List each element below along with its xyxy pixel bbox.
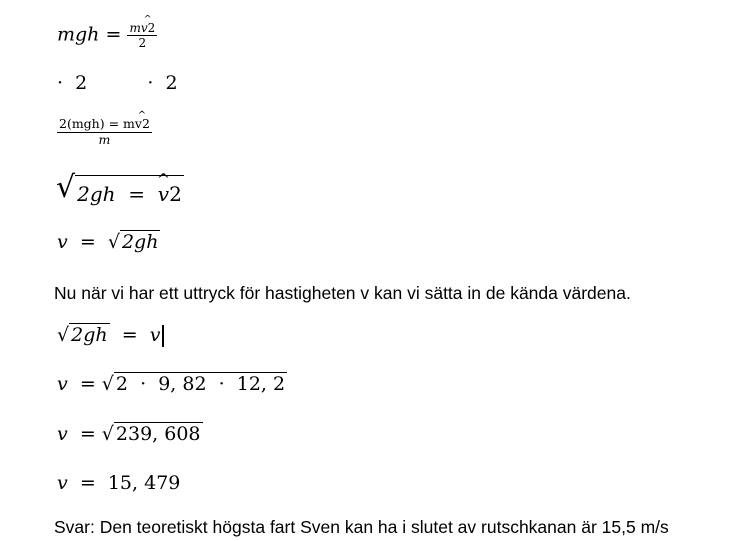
radicand: 239, 608 bbox=[115, 423, 201, 445]
radicand: 2 · 9, 82 · 12, 2 bbox=[115, 373, 286, 395]
multiply-both-sides: · 2 · 2 bbox=[57, 72, 178, 94]
radical-sign: √ bbox=[101, 373, 114, 395]
equation-sqrt-equals-v: √ 2gh = v bbox=[57, 323, 164, 347]
equation-sqrt-both bbox=[56, 172, 184, 204]
answer-text: Svar: Den teoretiskt högsta fart Sven kan ha i slutet av rutschkanan är 15,5 m/s bbox=[54, 517, 669, 537]
explanation-text: Nu när vi har ett uttryck för hastigheten v kan vi sätta in de kända värdena. bbox=[54, 283, 631, 303]
equation-simplified: v = √ 239, 608 bbox=[57, 423, 201, 445]
radicand: 2gh bbox=[121, 231, 159, 253]
fraction-numerator: 2(mgh) = mv2 bbox=[59, 116, 150, 131]
square-root bbox=[102, 372, 287, 394]
radical-sign: √ bbox=[101, 423, 114, 445]
fraction-denominator: 2 bbox=[138, 36, 147, 50]
equation-divide bbox=[57, 118, 152, 146]
radical-sign: √ bbox=[57, 324, 70, 346]
fraction-denominator: m bbox=[98, 131, 111, 147]
square-root bbox=[57, 323, 110, 345]
equation-result: v = 15, 479 bbox=[57, 472, 181, 494]
fraction-numerator: mv2 bbox=[129, 21, 156, 35]
radical-sign: √ bbox=[107, 231, 120, 253]
equation-substitute: v = √ 2 · 9, 82 · 12, 2 bbox=[57, 373, 286, 395]
fraction bbox=[57, 118, 152, 146]
equation-v-sqrt: v = √ 2gh bbox=[57, 231, 159, 253]
radicand: 2gh bbox=[71, 324, 108, 346]
fraction bbox=[127, 22, 157, 49]
equation-lhs: mgh = bbox=[57, 23, 122, 46]
radical-sign: √ bbox=[56, 170, 76, 205]
square-root bbox=[108, 230, 161, 252]
equation-energy bbox=[57, 22, 157, 49]
text-cursor[interactable] bbox=[162, 325, 164, 347]
square-root bbox=[102, 422, 203, 444]
radicand: 2gh = ^ v2 bbox=[75, 175, 184, 204]
square-root bbox=[56, 172, 184, 204]
